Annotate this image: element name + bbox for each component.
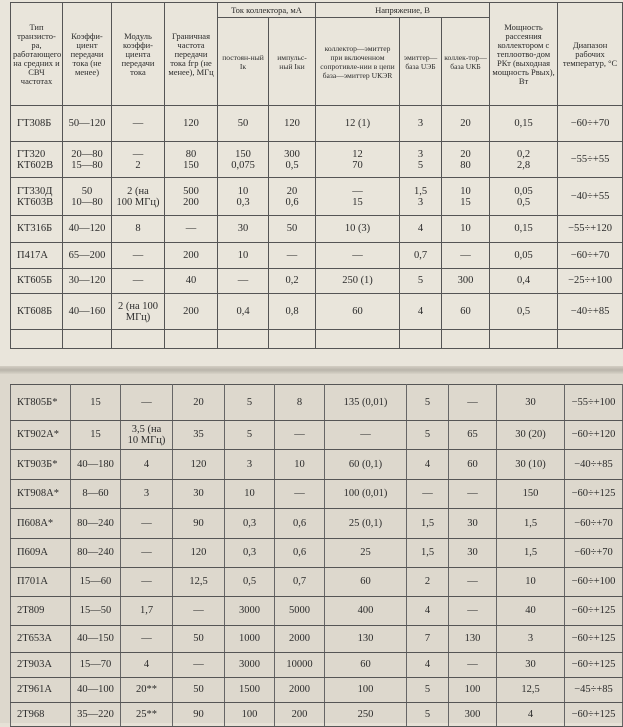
cell-icp: 0,6 <box>275 539 325 568</box>
cell-power: 3 <box>497 626 565 653</box>
cell-mod: 8 <box>112 216 165 243</box>
cell-ueb: 2 <box>407 568 449 597</box>
cell-uce: 60 (0,1) <box>325 450 407 480</box>
header-type: Тип транзисто-ра, работающего на средних и СВЧ частотах <box>11 3 63 106</box>
cell-power: 150 <box>497 480 565 509</box>
table-row <box>11 216 623 243</box>
cell-ucb: 20 80 <box>442 142 490 178</box>
cell-icp: 50 <box>269 216 316 243</box>
cell-temp: −60÷+70 <box>558 106 623 142</box>
cell-temp: −40÷+55 <box>558 178 623 216</box>
cell-ucb: 100 <box>449 678 497 703</box>
table-row <box>11 385 623 421</box>
cell-ucb: 65 <box>449 421 497 450</box>
cell-fgr: 120 <box>165 106 218 142</box>
cell-ucb: — <box>449 568 497 597</box>
cell-type: КТ316Б <box>11 216 63 243</box>
cell-uce: 12 (1) <box>316 106 400 142</box>
cell-h21e: 35—220 <box>71 703 121 727</box>
cell-mod: 3 <box>121 480 173 509</box>
cell-h21e: 20—80 15—80 <box>63 142 112 178</box>
table-row <box>11 509 623 539</box>
cell-h21e: 40—100 <box>71 678 121 703</box>
cell-ueb: 1,5 <box>407 509 449 539</box>
cell-power: 0,05 <box>490 243 558 269</box>
cell-temp: −45÷+85 <box>565 678 623 703</box>
cell-mod: — <box>121 539 173 568</box>
cell-mod: 4 <box>121 450 173 480</box>
table-row <box>11 421 623 450</box>
cell-ueb: 1,5 3 <box>400 178 442 216</box>
table-row <box>11 626 623 653</box>
cell-power: 0,15 <box>490 216 558 243</box>
cell-ueb: 0,7 <box>400 243 442 269</box>
cell-ic: 10 <box>225 480 275 509</box>
cell-ucb: — <box>449 480 497 509</box>
table-row <box>11 269 623 294</box>
cell-ucb: — <box>449 653 497 678</box>
cell-ic: 3000 <box>225 653 275 678</box>
cell-type: КТ902А* <box>11 421 71 450</box>
cell-mod: 4 <box>121 653 173 678</box>
cell-temp: −60÷+70 <box>565 539 623 568</box>
cell-ucb: — <box>449 385 497 421</box>
cell-power: 10 <box>497 568 565 597</box>
cell-power: 30 (10) <box>497 450 565 480</box>
cell-uce: — <box>316 243 400 269</box>
cell-h21e: 15—50 <box>71 597 121 626</box>
cell-temp: −60÷+125 <box>565 653 623 678</box>
cell-fgr: — <box>165 216 218 243</box>
cell-ueb: 4 <box>400 216 442 243</box>
cell-type: ГТ320 КТ602В <box>11 142 63 178</box>
cell-uce: 100 (0,01) <box>325 480 407 509</box>
cell-fgr: 50 <box>173 626 225 653</box>
cell-ueb: 4 <box>407 597 449 626</box>
cell-ic: 100 <box>225 703 275 727</box>
cell-type: ГТ308Б <box>11 106 63 142</box>
cell-ic: 10 <box>218 243 269 269</box>
cell-uce: 250 <box>325 703 407 727</box>
header-uce: коллектор—эмиттер при включенном сопротивле-нии в цепи база—эмиттер UКЭR <box>316 18 400 106</box>
cell-power: 30 (20) <box>497 421 565 450</box>
cell-ueb: 5 <box>407 703 449 727</box>
cell-temp: −60÷+125 <box>565 703 623 727</box>
cell-uce: 250 (1) <box>316 269 400 294</box>
cell-icp: 10000 <box>275 653 325 678</box>
cell-fgr: 80 150 <box>165 142 218 178</box>
cell-uce: 60 <box>325 568 407 597</box>
cell-ueb: 4 <box>400 294 442 330</box>
cell-ucb: — <box>442 243 490 269</box>
cell-uce: 25 (0,1) <box>325 509 407 539</box>
cell-ucb: 130 <box>449 626 497 653</box>
header-cutoff-frequency: Граничная частота передачи тока fгр (не менее), МГц <box>165 3 218 106</box>
cell-ic: 0,5 <box>225 568 275 597</box>
cell-icp: — <box>275 421 325 450</box>
cell-mod: 2 (на 100 МГц) <box>112 178 165 216</box>
cell-mod: — <box>112 269 165 294</box>
cell-ic: 10 0,3 <box>218 178 269 216</box>
cell-type: П608А* <box>11 509 71 539</box>
cell-type: КТ805Б* <box>11 385 71 421</box>
cell-temp: −40÷+85 <box>565 450 623 480</box>
cell-icp: 5000 <box>275 597 325 626</box>
table-row <box>11 243 623 269</box>
cell-temp: −60÷+125 <box>565 480 623 509</box>
cell-fgr: 35 <box>173 421 225 450</box>
cell-icp: 2000 <box>275 626 325 653</box>
cell-type: П417А <box>11 243 63 269</box>
cell-temp: −55÷+120 <box>558 216 623 243</box>
header-h21e-modulus: Модуль коэффи-циента передачи тока <box>112 3 165 106</box>
table-row <box>11 106 623 142</box>
cell-temp: −25÷+100 <box>558 269 623 294</box>
cell-h21e: 50—120 <box>63 106 112 142</box>
cell-ucb: 60 <box>442 294 490 330</box>
table-row <box>11 597 623 626</box>
cell-ic: 3 <box>225 450 275 480</box>
cell-temp: −60÷+70 <box>558 243 623 269</box>
table-row-empty <box>11 330 623 349</box>
cell-power: 12,5 <box>497 678 565 703</box>
cell-fgr: 90 <box>173 509 225 539</box>
cell-ic: 5 <box>225 385 275 421</box>
cell-uce: 60 <box>325 653 407 678</box>
transistor-table-top <box>10 2 623 349</box>
cell-fgr: 500 200 <box>165 178 218 216</box>
table-row <box>11 568 623 597</box>
cell-ic: 3000 <box>225 597 275 626</box>
cell-mod: — <box>112 243 165 269</box>
transistor-table-bottom <box>10 384 623 727</box>
cell-mod: 1,7 <box>121 597 173 626</box>
cell-ucb: 20 <box>442 106 490 142</box>
cell-h21e: 40—180 <box>71 450 121 480</box>
header-temperature: Диапазон рабочих температур, °С <box>558 3 623 106</box>
cell-h21e: 50 10—80 <box>63 178 112 216</box>
cell-fgr: 200 <box>165 294 218 330</box>
cell-uce: 130 <box>325 626 407 653</box>
cell-h21e: 15—70 <box>71 653 121 678</box>
cell-type: 2Т903А <box>11 653 71 678</box>
cell-power: 40 <box>497 597 565 626</box>
header-h21e: Коэффи-циент передачи тока (не менее) <box>63 3 112 106</box>
cell-power: 0,2 2,8 <box>490 142 558 178</box>
cell-mod: 25** <box>121 703 173 727</box>
cell-uce: 60 <box>316 294 400 330</box>
cell-icp: 10 <box>275 450 325 480</box>
cell-h21e: 65—200 <box>63 243 112 269</box>
table-row <box>11 294 623 330</box>
cell-h21e: 15—60 <box>71 568 121 597</box>
table-row <box>11 142 623 178</box>
cell-type: 2Т653А <box>11 626 71 653</box>
cell-mod: — 2 <box>112 142 165 178</box>
cell-type: П609А <box>11 539 71 568</box>
cell-type: КТ605Б <box>11 269 63 294</box>
cell-power: 0,4 <box>490 269 558 294</box>
cell-h21e: 8—60 <box>71 480 121 509</box>
cell-icp: 8 <box>275 385 325 421</box>
table-row <box>11 178 623 216</box>
table-row <box>11 480 623 509</box>
cell-h21e: 40—150 <box>71 626 121 653</box>
table-row <box>11 539 623 568</box>
cell-power: 1,5 <box>497 509 565 539</box>
cell-mod: 3,5 (на 10 МГц) <box>121 421 173 450</box>
cell-uce: — 15 <box>316 178 400 216</box>
cell-power: 4 <box>497 703 565 727</box>
header-ucb: коллек-тор—база UКБ <box>442 18 490 106</box>
cell-ueb: 5 <box>407 385 449 421</box>
cell-mod: — <box>121 626 173 653</box>
cell-type: 2Т809 <box>11 597 71 626</box>
cell-uce: 400 <box>325 597 407 626</box>
cell-fgr: 30 <box>173 480 225 509</box>
cell-fgr: 50 <box>173 678 225 703</box>
cell-h21e: 80—240 <box>71 539 121 568</box>
cell-h21e: 15 <box>71 421 121 450</box>
cell-ucb: 300 <box>442 269 490 294</box>
cell-ueb: 3 <box>400 106 442 142</box>
cell-ueb: 5 <box>400 269 442 294</box>
table-row <box>11 450 623 480</box>
cell-h21e: 30—120 <box>63 269 112 294</box>
cell-uce: — <box>325 421 407 450</box>
cell-ucb: — <box>449 597 497 626</box>
cell-icp: 0,8 <box>269 294 316 330</box>
cell-icp: 2000 <box>275 678 325 703</box>
cell-type: ГТ330Д КТ603В <box>11 178 63 216</box>
cell-icp: 0,7 <box>275 568 325 597</box>
cell-uce: 100 <box>325 678 407 703</box>
cell-temp: −60÷+120 <box>565 421 623 450</box>
cell-ucb: 10 15 <box>442 178 490 216</box>
cell-icp: 120 <box>269 106 316 142</box>
cell-mod: — <box>121 509 173 539</box>
cell-ic: — <box>218 269 269 294</box>
cell-temp: −55÷+55 <box>558 142 623 178</box>
cell-ucb: 300 <box>449 703 497 727</box>
cell-ueb: 1,5 <box>407 539 449 568</box>
cell-ic: 1000 <box>225 626 275 653</box>
cell-h21e: 80—240 <box>71 509 121 539</box>
cell-mod: 2 (на 100 МГц) <box>112 294 165 330</box>
cell-type: 2Т961А <box>11 678 71 703</box>
table-row <box>11 653 623 678</box>
cell-temp: −60÷+125 <box>565 626 623 653</box>
header-collector-current: Ток коллектора, мА <box>218 3 316 18</box>
cell-h21e: 40—120 <box>63 216 112 243</box>
cell-ic: 0,4 <box>218 294 269 330</box>
cell-mod: — <box>121 385 173 421</box>
cell-fgr: 120 <box>173 450 225 480</box>
cell-ic: 1500 <box>225 678 275 703</box>
cell-ueb: 7 <box>407 626 449 653</box>
cell-ic: 5 <box>225 421 275 450</box>
cell-temp: −60÷+125 <box>565 597 623 626</box>
cell-mod: — <box>112 106 165 142</box>
cell-icp: — <box>269 243 316 269</box>
page-fold <box>0 366 623 374</box>
cell-type: 2Т968 <box>11 703 71 727</box>
cell-ucb: 30 <box>449 509 497 539</box>
cell-fgr: 200 <box>165 243 218 269</box>
cell-ic: 0,3 <box>225 509 275 539</box>
header-ic-pulse: импульс-ный Iки <box>269 18 316 106</box>
cell-icp: 20 0,6 <box>269 178 316 216</box>
cell-temp: −60÷+70 <box>565 509 623 539</box>
cell-uce: 135 (0,01) <box>325 385 407 421</box>
cell-ueb: 4 <box>407 653 449 678</box>
cell-ueb: 5 <box>407 678 449 703</box>
cell-fgr: — <box>173 653 225 678</box>
cell-icp: 200 <box>275 703 325 727</box>
cell-power: 0,05 0,5 <box>490 178 558 216</box>
cell-power: 1,5 <box>497 539 565 568</box>
cell-mod: 20** <box>121 678 173 703</box>
cell-power: 30 <box>497 385 565 421</box>
cell-ic: 50 <box>218 106 269 142</box>
cell-uce: 25 <box>325 539 407 568</box>
cell-type: КТ908А* <box>11 480 71 509</box>
cell-type: П701А <box>11 568 71 597</box>
cell-ucb: 10 <box>442 216 490 243</box>
cell-power: 30 <box>497 653 565 678</box>
cell-temp: −40÷+85 <box>558 294 623 330</box>
cell-icp: 0,6 <box>275 509 325 539</box>
cell-ic: 0,3 <box>225 539 275 568</box>
cell-ueb: 4 <box>407 450 449 480</box>
header-ic-const: постоян-ный Iк <box>218 18 269 106</box>
cell-type: КТ608Б <box>11 294 63 330</box>
table-row <box>11 678 623 703</box>
cell-ucb: 30 <box>449 539 497 568</box>
cell-type: КТ903Б* <box>11 450 71 480</box>
header-ueb: эмиттер—база UЭБ <box>400 18 442 106</box>
cell-ueb: 3 5 <box>400 142 442 178</box>
cell-uce: 10 (3) <box>316 216 400 243</box>
cell-power: 0,15 <box>490 106 558 142</box>
cell-icp: 0,2 <box>269 269 316 294</box>
header-voltage: Напряжение, В <box>316 3 490 18</box>
cell-h21e: 40—160 <box>63 294 112 330</box>
cell-uce: 12 70 <box>316 142 400 178</box>
header-power: Мощность рассеяния коллектором с теплоотво-дом PКт (выходная мощность Pвых), Вт <box>490 3 558 106</box>
cell-fgr: 12,5 <box>173 568 225 597</box>
cell-fgr: 40 <box>165 269 218 294</box>
cell-ic: 150 0,075 <box>218 142 269 178</box>
cell-ueb: — <box>407 480 449 509</box>
cell-fgr: 90 <box>173 703 225 727</box>
cell-temp: −55÷+100 <box>565 385 623 421</box>
cell-icp: 300 0,5 <box>269 142 316 178</box>
cell-icp: — <box>275 480 325 509</box>
cell-power: 0,5 <box>490 294 558 330</box>
cell-fgr: — <box>173 597 225 626</box>
cell-h21e: 15 <box>71 385 121 421</box>
cell-temp: −60÷+100 <box>565 568 623 597</box>
cell-ucb: 60 <box>449 450 497 480</box>
cell-fgr: 20 <box>173 385 225 421</box>
cell-fgr: 120 <box>173 539 225 568</box>
cell-mod: — <box>121 568 173 597</box>
cell-ic: 30 <box>218 216 269 243</box>
cell-ueb: 5 <box>407 421 449 450</box>
